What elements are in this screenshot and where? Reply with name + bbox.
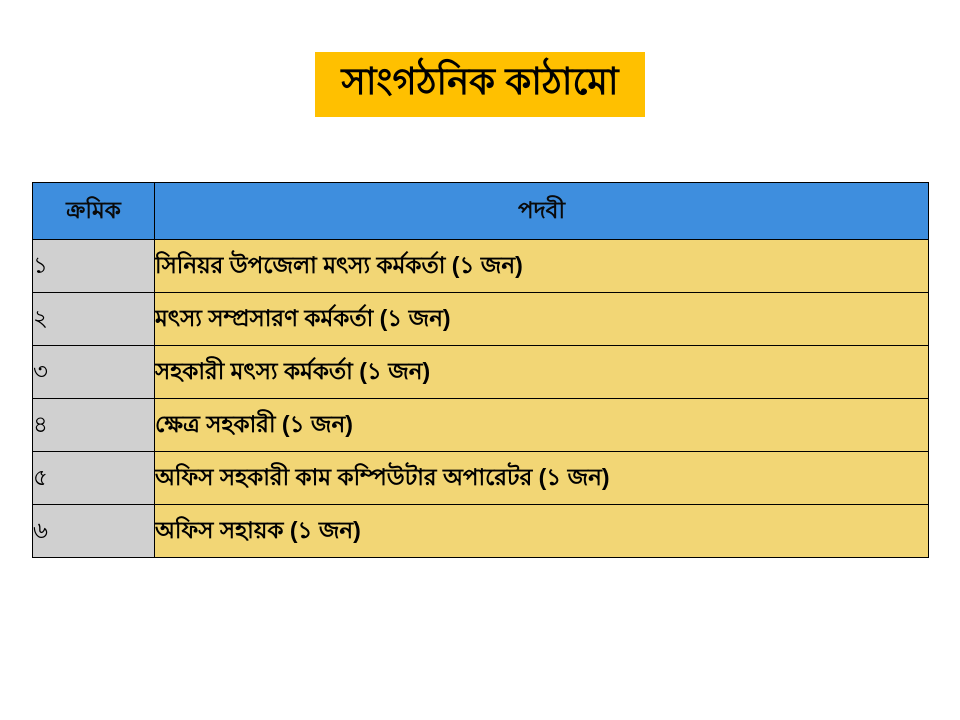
page-title: সাংগঠনিক কাঠামো [341,61,619,102]
table-row [33,346,929,399]
table-row [33,293,929,346]
cell-post: অফিস সহকারী কাম কম্পিউটার অপারেটর (১ জন) [155,452,929,505]
table-row [33,399,929,452]
cell-serial: ৬ [33,505,155,558]
cell-post: মৎস্য সম্প্রসারণ কর্মকর্তা (১ জন) [155,293,929,346]
table-header [33,183,929,240]
cell-post: অফিস সহায়ক (১ জন) [155,505,929,558]
cell-serial: ৫ [33,452,155,505]
table-row [33,505,929,558]
cell-serial: ৪ [33,399,155,452]
cell-serial: ১ [33,240,155,293]
title-highlight-box [315,52,644,117]
cell-post: সিনিয়র উপজেলা মৎস্য কর্মকর্তা (১ জন) [155,240,929,293]
table-header-row [33,183,929,240]
cell-serial: ৩ [33,346,155,399]
table-row [33,240,929,293]
column-header-serial: ক্রমিক [33,183,155,240]
title-container [0,52,960,117]
structure-table-container [32,182,928,558]
cell-post: ক্ষেত্র সহকারী (১ জন) [155,399,929,452]
table-row [33,452,929,505]
table-body [33,240,929,558]
cell-serial: ২ [33,293,155,346]
organizational-structure-table [32,182,929,558]
cell-post: সহকারী মৎস্য কর্মকর্তা (১ জন) [155,346,929,399]
column-header-post: পদবী [155,183,929,240]
